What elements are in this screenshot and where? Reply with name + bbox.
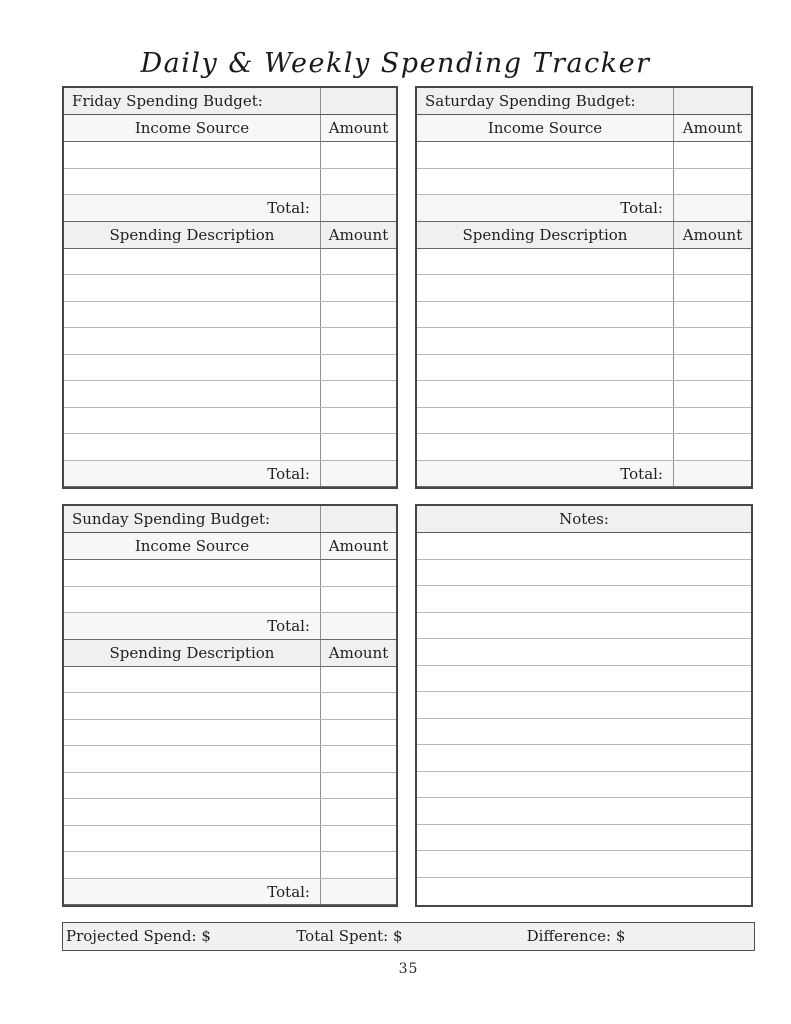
- saturday-income-row-amount-field-1[interactable]: [673, 142, 751, 168]
- friday-budget-panel: [62, 86, 398, 489]
- sunday-spending-row-description-field-2[interactable]: [64, 693, 320, 719]
- saturday-spending-total-label: Total:: [620, 464, 663, 483]
- page-title: Daily & Weekly Spending Tracker: [140, 48, 651, 79]
- sunday-spending-row-description-field-5[interactable]: [64, 773, 320, 799]
- sunday-income-row-amount-field-2[interactable]: [320, 587, 396, 613]
- friday-spending-row-amount-field-8[interactable]: [320, 434, 396, 460]
- saturday-spending-total-row: [417, 461, 751, 488]
- saturday-spending-row-description-field-5[interactable]: [417, 355, 673, 381]
- sunday-spending-row-amount-field-4[interactable]: [320, 746, 396, 772]
- friday-income-row-description-field-1[interactable]: [64, 142, 320, 168]
- friday-income-source-header: Income Source: [134, 119, 250, 137]
- saturday-spending-row-amount-field-5[interactable]: [673, 355, 751, 381]
- friday-spending-row-amount-field-2[interactable]: [320, 275, 396, 301]
- saturday-spending-row-amount-field-3[interactable]: [673, 302, 751, 328]
- saturday-income-row-description-field-1[interactable]: [417, 142, 673, 168]
- friday-spending-row-description-field-5[interactable]: [64, 355, 320, 381]
- sunday-spending-description-header: Spending Description: [109, 643, 275, 662]
- saturday-spending-row-description-field-1[interactable]: [417, 249, 673, 275]
- notes-line-field-6[interactable]: [417, 666, 751, 692]
- notes-title: Notes:: [559, 510, 609, 528]
- friday-spending-row-3: [64, 302, 396, 329]
- sunday-spending-row-3: [64, 720, 396, 747]
- sunday-spending-row-amount-field-6[interactable]: [320, 799, 396, 825]
- saturday-spending-row-amount-field-2[interactable]: [673, 275, 751, 301]
- sunday-spending-row-description-field-6[interactable]: [64, 799, 320, 825]
- sunday-budget-amount-field[interactable]: [320, 506, 396, 532]
- saturday-income-total-row: [417, 195, 751, 222]
- friday-spending-amount-header: Amount: [320, 222, 396, 248]
- notes-line-4: [417, 613, 751, 640]
- sunday-spending-row-amount-field-1[interactable]: [320, 667, 396, 693]
- notes-line-5: [417, 639, 751, 666]
- difference-label: Difference: $: [526, 927, 626, 945]
- sunday-spending-row-amount-field-7[interactable]: [320, 826, 396, 852]
- sunday-spending-total-row: [64, 879, 396, 906]
- friday-spending-row-description-field-4[interactable]: [64, 328, 320, 354]
- saturday-spending-row-1: [417, 249, 751, 276]
- sunday-budget-panel: [62, 504, 398, 907]
- saturday-spending-description-header: Spending Description: [462, 225, 628, 244]
- sunday-income-total-field[interactable]: [320, 613, 396, 639]
- notes-line-12: [417, 825, 751, 852]
- friday-spending-row-description-field-1[interactable]: [64, 249, 320, 275]
- sunday-spending-row-2: [64, 693, 396, 720]
- projected-spend-value-field[interactable]: [211, 923, 293, 950]
- friday-spending-row-description-field-3[interactable]: [64, 302, 320, 328]
- saturday-budget-panel: [415, 86, 753, 489]
- friday-spending-row-description-field-6[interactable]: [64, 381, 320, 407]
- sunday-spending-row-description-field-1[interactable]: [64, 667, 320, 693]
- sunday-spending-row-8: [64, 852, 396, 879]
- sunday-spending-row-amount-field-5[interactable]: [320, 773, 396, 799]
- sunday-spending-row-7: [64, 826, 396, 853]
- friday-panel-title: Friday Spending Budget:: [72, 92, 263, 110]
- total-spent-value-field[interactable]: [403, 923, 524, 950]
- content-area: [62, 86, 755, 977]
- total-spent-label: Total Spent: $: [296, 927, 403, 945]
- notes-line-8: [417, 719, 751, 746]
- difference-value-field[interactable]: [625, 923, 754, 950]
- sunday-spending-row-amount-field-8[interactable]: [320, 852, 396, 878]
- notes-line-field-9[interactable]: [417, 745, 751, 771]
- notes-line-field-3[interactable]: [417, 586, 751, 612]
- friday-spending-row-7: [64, 408, 396, 435]
- notes-line-field-1[interactable]: [417, 533, 751, 559]
- notes-header-row: [417, 506, 751, 533]
- friday-income-row-2: [64, 169, 396, 196]
- sunday-income-amount-header: Amount: [320, 533, 396, 559]
- saturday-spending-header-row: [417, 222, 751, 249]
- saturday-spending-row-description-field-8[interactable]: [417, 434, 673, 460]
- saturday-income-total-field[interactable]: [673, 195, 751, 221]
- friday-income-row-amount-field-2[interactable]: [320, 169, 396, 195]
- sunday-spending-row-description-field-7[interactable]: [64, 826, 320, 852]
- sunday-income-row-description-field-1[interactable]: [64, 560, 320, 586]
- friday-income-total-field[interactable]: [320, 195, 396, 221]
- notes-line-11: [417, 798, 751, 825]
- friday-income-total-label: Total:: [267, 199, 310, 217]
- friday-spending-row-amount-field-4[interactable]: [320, 328, 396, 354]
- saturday-panel-title: Saturday Spending Budget:: [425, 92, 636, 110]
- sunday-income-total-row: [64, 613, 396, 640]
- friday-spending-row-amount-field-6[interactable]: [320, 381, 396, 407]
- sunday-spending-header-row: [64, 640, 396, 667]
- friday-spending-total-row: [64, 461, 396, 488]
- notes-line-2: [417, 560, 751, 587]
- friday-spending-row-amount-field-1[interactable]: [320, 249, 396, 275]
- saturday-spending-row-amount-field-8[interactable]: [673, 434, 751, 460]
- saturday-income-row-amount-field-2[interactable]: [673, 169, 751, 195]
- sunday-spending-row-description-field-3[interactable]: [64, 720, 320, 746]
- saturday-spending-row-description-field-2[interactable]: [417, 275, 673, 301]
- notes-line-field-4[interactable]: [417, 613, 751, 639]
- notes-line-field-11[interactable]: [417, 798, 751, 824]
- friday-income-header-row: [64, 115, 396, 142]
- sunday-panel-title: Sunday Spending Budget:: [72, 510, 271, 528]
- friday-spending-total-label: Total:: [267, 464, 310, 483]
- saturday-spending-row-amount-field-6[interactable]: [673, 381, 751, 407]
- friday-spending-row-description-field-7[interactable]: [64, 408, 320, 434]
- saturday-spending-row-7: [417, 408, 751, 435]
- friday-spending-row-4: [64, 328, 396, 355]
- saturday-income-row-description-field-2[interactable]: [417, 169, 673, 195]
- notes-line-7: [417, 692, 751, 719]
- saturday-income-row-1: [417, 142, 751, 169]
- sunday-income-row-description-field-2[interactable]: [64, 587, 320, 613]
- saturday-spending-row-amount-field-4[interactable]: [673, 328, 751, 354]
- page-number: 35: [398, 961, 419, 977]
- notes-line-field-5[interactable]: [417, 639, 751, 665]
- notes-line-13: [417, 851, 751, 878]
- summary-bar: [62, 922, 755, 951]
- saturday-budget-amount-field[interactable]: [673, 88, 751, 114]
- friday-spending-row-amount-field-5[interactable]: [320, 355, 396, 381]
- friday-spending-row-5: [64, 355, 396, 382]
- notes-line-field-14[interactable]: [417, 878, 751, 905]
- friday-income-row-amount-field-1[interactable]: [320, 142, 396, 168]
- notes-line-field-2[interactable]: [417, 560, 751, 586]
- sunday-income-header-row: [64, 533, 396, 560]
- friday-spending-row-amount-field-3[interactable]: [320, 302, 396, 328]
- saturday-spending-row-3: [417, 302, 751, 329]
- saturday-spending-row-amount-field-1[interactable]: [673, 249, 751, 275]
- notes-line-6: [417, 666, 751, 693]
- panels-grid: [62, 86, 753, 907]
- sunday-spending-row-amount-field-3[interactable]: [320, 720, 396, 746]
- friday-spending-description-header: Spending Description: [109, 225, 275, 244]
- sunday-income-total-label: Total:: [267, 617, 310, 635]
- sunday-spending-row-6: [64, 799, 396, 826]
- saturday-spending-total-field[interactable]: [673, 461, 751, 487]
- friday-panel-header-row: [64, 88, 396, 115]
- sunday-spending-row-1: [64, 667, 396, 694]
- notes-line-9: [417, 745, 751, 772]
- saturday-panel-header-row: [417, 88, 751, 115]
- saturday-income-header-row: [417, 115, 751, 142]
- sunday-income-source-header: Income Source: [134, 537, 250, 555]
- sunday-income-row-amount-field-1[interactable]: [320, 560, 396, 586]
- friday-spending-row-description-field-8[interactable]: [64, 434, 320, 460]
- friday-income-amount-header: Amount: [320, 115, 396, 141]
- friday-income-row-1: [64, 142, 396, 169]
- notes-line-field-10[interactable]: [417, 772, 751, 798]
- notes-line-10: [417, 772, 751, 799]
- friday-spending-row-description-field-2[interactable]: [64, 275, 320, 301]
- notes-line-14: [417, 878, 751, 905]
- saturday-spending-row-amount-field-7[interactable]: [673, 408, 751, 434]
- sunday-spending-row-5: [64, 773, 396, 800]
- projected-spend-cell: [63, 923, 293, 950]
- difference-cell: [524, 923, 754, 950]
- sunday-spending-amount-header: Amount: [320, 640, 396, 666]
- saturday-income-total-label: Total:: [620, 199, 663, 217]
- saturday-spending-row-4: [417, 328, 751, 355]
- projected-spend-label: Projected Spend: $: [66, 927, 211, 945]
- friday-spending-row-1: [64, 249, 396, 276]
- notes-line-3: [417, 586, 751, 613]
- saturday-spending-row-6: [417, 381, 751, 408]
- total-spent-cell: [293, 923, 523, 950]
- saturday-spending-row-description-field-3[interactable]: [417, 302, 673, 328]
- saturday-income-row-2: [417, 169, 751, 196]
- sunday-spending-row-4: [64, 746, 396, 773]
- saturday-spending-row-description-field-7[interactable]: [417, 408, 673, 434]
- friday-spending-total-field[interactable]: [320, 461, 396, 487]
- sunday-spending-total-label: Total:: [267, 882, 310, 901]
- friday-spending-row-6: [64, 381, 396, 408]
- sunday-spending-total-field[interactable]: [320, 879, 396, 905]
- sunday-spending-row-description-field-8[interactable]: [64, 852, 320, 878]
- saturday-spending-row-8: [417, 434, 751, 461]
- sunday-income-row-2: [64, 587, 396, 614]
- sunday-panel-header-row: [64, 506, 396, 533]
- friday-spending-row-amount-field-7[interactable]: [320, 408, 396, 434]
- notes-panel: [415, 504, 753, 907]
- friday-income-row-description-field-2[interactable]: [64, 169, 320, 195]
- notes-line-field-13[interactable]: [417, 851, 751, 877]
- saturday-spending-row-2: [417, 275, 751, 302]
- saturday-income-amount-header: Amount: [673, 115, 751, 141]
- saturday-spending-row-description-field-6[interactable]: [417, 381, 673, 407]
- notes-line-field-7[interactable]: [417, 692, 751, 718]
- sunday-spending-row-description-field-4[interactable]: [64, 746, 320, 772]
- saturday-income-source-header: Income Source: [487, 119, 603, 137]
- friday-budget-amount-field[interactable]: [320, 88, 396, 114]
- saturday-spending-amount-header: Amount: [673, 222, 751, 248]
- saturday-spending-row-description-field-4[interactable]: [417, 328, 673, 354]
- notes-line-field-8[interactable]: [417, 719, 751, 745]
- friday-spending-row-2: [64, 275, 396, 302]
- friday-spending-header-row: [64, 222, 396, 249]
- friday-spending-row-8: [64, 434, 396, 461]
- saturday-spending-row-5: [417, 355, 751, 382]
- sunday-income-row-1: [64, 560, 396, 587]
- sunday-spending-row-amount-field-2[interactable]: [320, 693, 396, 719]
- notes-line-field-12[interactable]: [417, 825, 751, 851]
- friday-income-total-row: [64, 195, 396, 222]
- notes-line-1: [417, 533, 751, 560]
